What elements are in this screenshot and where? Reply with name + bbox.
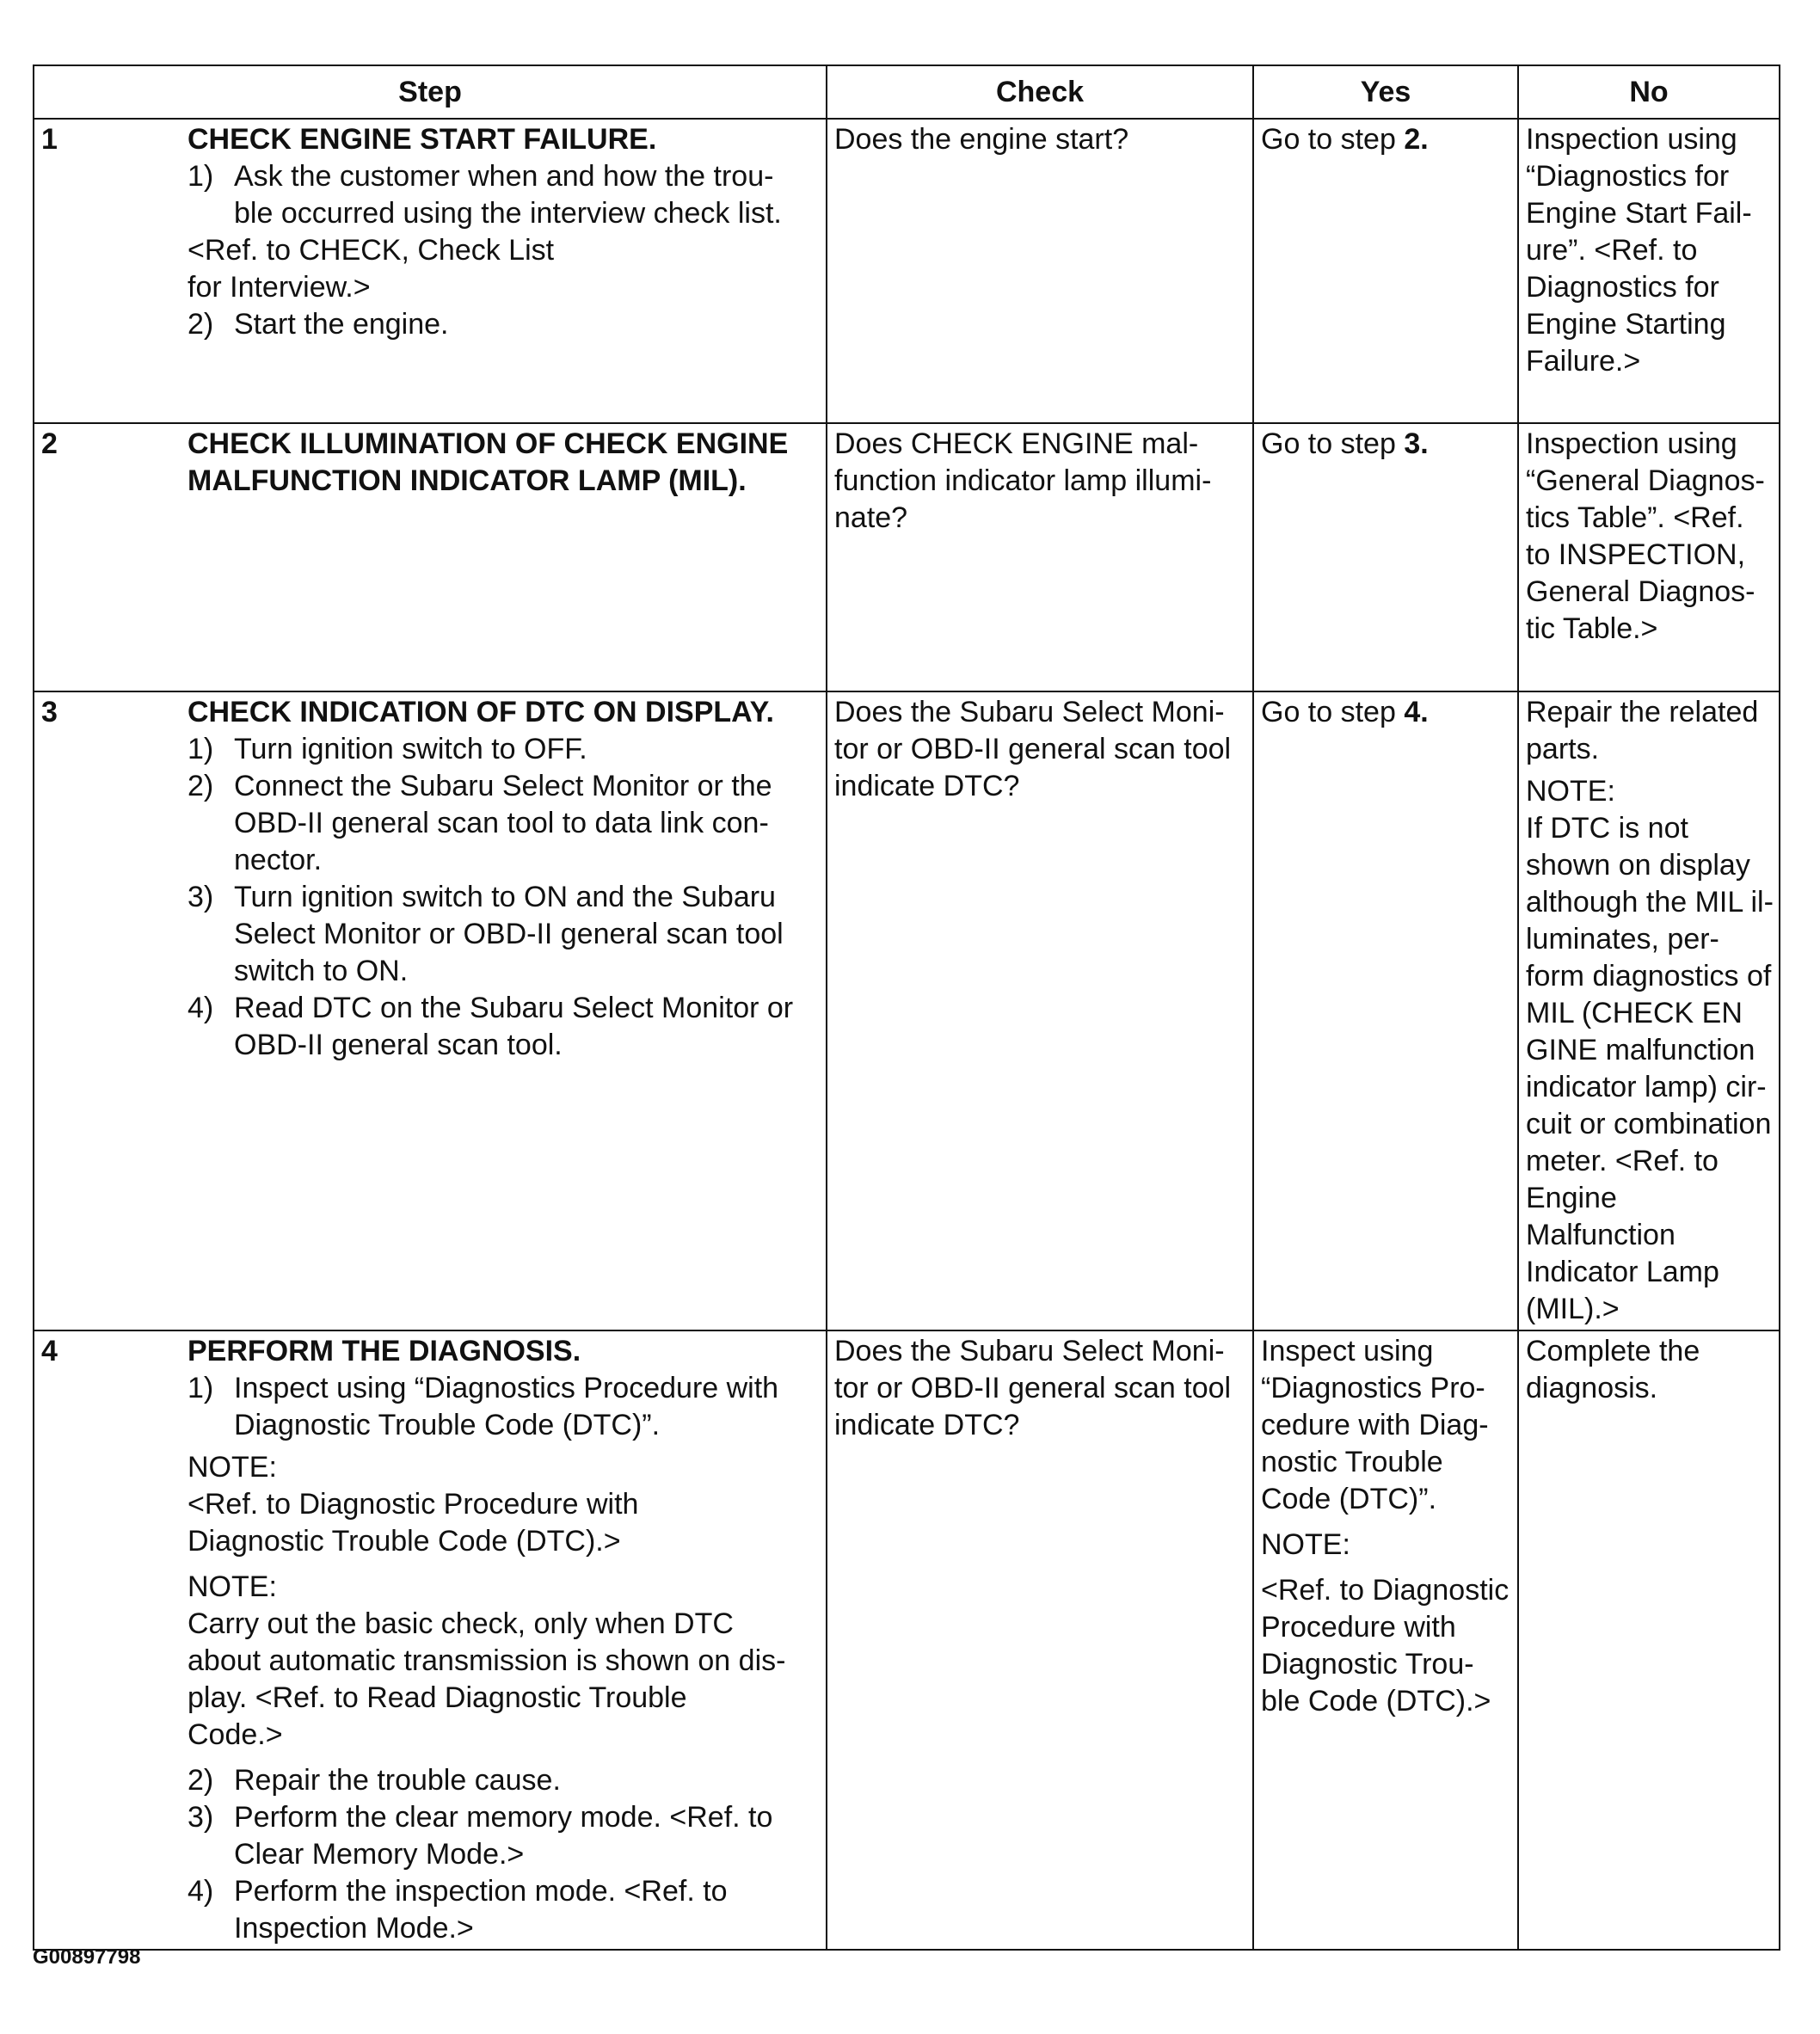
step-number: 2 xyxy=(41,427,58,460)
no-text-line: tic Table.> xyxy=(1526,612,1658,645)
check-text-line: Does the Subaru Select Moni- xyxy=(834,696,1225,728)
note-text-line: Procedure with xyxy=(1261,1611,1456,1644)
yes-text: Go to step xyxy=(1261,123,1405,156)
yes-step-ref: 2. xyxy=(1404,123,1429,156)
substep-text: Inspection Mode.> xyxy=(234,1912,474,1945)
table-row xyxy=(34,119,1780,423)
check-cell-4 xyxy=(827,1330,1253,1950)
step-number: 4 xyxy=(41,1335,58,1367)
no-text-line: Diagnostics for xyxy=(1526,271,1719,304)
substep-4 xyxy=(188,990,821,1064)
step-title: CHECK ILLUMINATION OF CHECK ENGINE xyxy=(188,427,789,460)
note-text-line: meter. <Ref. to xyxy=(1526,1145,1719,1177)
substep-text: Inspect using “Diagnostics Procedure with xyxy=(234,1372,779,1404)
check-cell-1: Does the engine start? xyxy=(827,119,1253,423)
no-text-line: Engine Starting xyxy=(1526,308,1726,341)
check-text-line: indicate DTC? xyxy=(834,770,1020,802)
yes-cell-4 xyxy=(1253,1330,1518,1950)
substep-2 xyxy=(188,1762,821,1799)
note-text-line: Carry out the basic check, only when DTC xyxy=(188,1607,734,1640)
substep-number: 4) xyxy=(188,992,214,1024)
yes-text-line: nostic Trouble xyxy=(1261,1446,1443,1478)
note-text-line: indicator lamp) cir- xyxy=(1526,1071,1767,1103)
note-label: NOTE: xyxy=(1526,775,1615,808)
substep-text: Clear Memory Mode.> xyxy=(234,1838,525,1871)
yes-text: Go to step xyxy=(1261,696,1405,728)
substep-1 xyxy=(188,158,821,232)
check-text-line: nate? xyxy=(834,501,908,534)
substep-number: 2) xyxy=(188,770,214,802)
note-text-line: ble Code (DTC).> xyxy=(1261,1685,1491,1718)
no-text-line: Engine Start Fail- xyxy=(1526,197,1752,230)
no-text-line: Inspection using xyxy=(1526,427,1737,460)
note-text-line: form diagnostics of xyxy=(1526,960,1772,992)
table-row xyxy=(34,423,1780,691)
no-text-line: “Diagnostics for xyxy=(1526,160,1730,193)
note-text-line: If DTC is not xyxy=(1526,812,1688,845)
check-text-line: tor or OBD-II general scan tool xyxy=(834,733,1232,765)
substep-text: switch to ON. xyxy=(234,955,409,987)
substep-text: Start the engine. xyxy=(234,308,449,341)
substep-text: Perform the clear memory mode. <Ref. to xyxy=(234,1801,773,1834)
check-text-line: tor or OBD-II general scan tool xyxy=(834,1372,1232,1404)
no-text-line: Inspection using xyxy=(1526,123,1737,156)
note-text-line: GINE malfunction xyxy=(1526,1034,1755,1066)
substep-text: Ask the customer when and how the trou- xyxy=(234,160,774,193)
table-row xyxy=(34,691,1780,1330)
step-title: MALFUNCTION INDICATOR LAMP (MIL). xyxy=(188,464,747,497)
note-text-line: (MIL).> xyxy=(1526,1293,1620,1325)
yes-cell-3 xyxy=(1253,691,1518,1330)
substep-text: OBD-II general scan tool. xyxy=(234,1029,563,1061)
check-text-line: indicate DTC? xyxy=(834,1409,1020,1441)
figure-id: G00897798 xyxy=(33,1945,141,1969)
yes-cell-2 xyxy=(1253,423,1518,691)
check-text-line: Does the Subaru Select Moni- xyxy=(834,1335,1225,1367)
check-cell-3 xyxy=(827,691,1253,1330)
substep-number: 2) xyxy=(188,308,214,341)
substep-text: Select Monitor or OBD-II general scan tool xyxy=(234,918,784,950)
note-text-line: luminates, per- xyxy=(1526,923,1719,956)
substep-number: 4) xyxy=(188,1875,214,1908)
substep-2 xyxy=(188,306,821,343)
no-text-line: ure”. <Ref. to xyxy=(1526,234,1698,267)
no-text-line: “General Diagnos- xyxy=(1526,464,1765,497)
substep-4 xyxy=(188,1873,821,1947)
step-number: 1 xyxy=(41,123,58,156)
no-cell-4 xyxy=(1518,1330,1780,1950)
no-cell-1 xyxy=(1518,119,1780,423)
no-cell-3 xyxy=(1518,691,1780,1330)
no-text-line: to INSPECTION, xyxy=(1526,538,1746,571)
no-text-line: Failure.> xyxy=(1526,345,1641,378)
step-cell-4 xyxy=(34,1330,827,1950)
substep-number: 3) xyxy=(188,1801,214,1834)
note-text-line: Indicator Lamp xyxy=(1526,1256,1719,1288)
note-text-line: Diagnostic Trou- xyxy=(1261,1648,1474,1681)
note-text-line: MIL (CHECK EN xyxy=(1526,997,1743,1029)
note-label: NOTE: xyxy=(188,1451,277,1484)
header-check: Check xyxy=(827,65,1253,119)
substep-text: OBD-II general scan tool to data link con- xyxy=(234,807,769,839)
header-step: Step xyxy=(34,65,827,119)
note-text-line: <Ref. to Diagnostic Procedure with xyxy=(188,1488,639,1521)
check-cell-2 xyxy=(827,423,1253,691)
no-text-line: tics Table”. <Ref. xyxy=(1526,501,1744,534)
no-text-line: General Diagnos- xyxy=(1526,575,1755,608)
note-text-line: <Ref. to Diagnostic xyxy=(1261,1574,1509,1607)
no-text-line: diagnosis. xyxy=(1526,1372,1658,1404)
substep-number: 2) xyxy=(188,1764,214,1797)
substep-text: Diagnostic Trouble Code (DTC)”. xyxy=(234,1409,661,1441)
yes-step-ref: 4. xyxy=(1404,696,1429,728)
yes-text: Go to step xyxy=(1261,427,1405,460)
step-title: CHECK INDICATION OF DTC ON DISPLAY. xyxy=(188,696,774,728)
note-text-line: cuit or combination xyxy=(1526,1108,1772,1140)
note-text-line: Code.> xyxy=(188,1718,283,1751)
yes-text-line: cedure with Diag- xyxy=(1261,1409,1489,1441)
check-text-line: function indicator lamp illumi- xyxy=(834,464,1212,497)
note-text-line: although the MIL il- xyxy=(1526,886,1774,919)
diagnostic-procedure-sheet xyxy=(33,65,1779,1951)
note-text-line: shown on display xyxy=(1526,849,1750,882)
substep-3 xyxy=(188,1799,821,1873)
no-cell-2 xyxy=(1518,423,1780,691)
substep-1 xyxy=(188,1370,821,1444)
note-text-line: about automatic transmission is shown on dis- xyxy=(188,1644,786,1677)
step-number: 3 xyxy=(41,696,58,728)
step-cell-2 xyxy=(34,423,827,691)
diagnostic-table xyxy=(33,65,1780,1951)
no-text-line: parts. xyxy=(1526,733,1600,765)
step-title: PERFORM THE DIAGNOSIS. xyxy=(188,1335,581,1367)
yes-text-line: Code (DTC)”. xyxy=(1261,1483,1437,1515)
substep-number: 1) xyxy=(188,1372,214,1404)
substep-text: nector. xyxy=(234,844,323,876)
substep-3 xyxy=(188,879,821,990)
note-text-line: Engine Malfunction xyxy=(1526,1182,1676,1251)
yes-text-line: “Diagnostics Pro- xyxy=(1261,1372,1485,1404)
yes-cell-1 xyxy=(1253,119,1518,423)
substep-text: Turn ignition switch to ON and the Subaru xyxy=(234,881,776,913)
step-cell-1 xyxy=(34,119,827,423)
no-text-line: Complete the xyxy=(1526,1335,1700,1367)
substep-text: Perform the inspection mode. <Ref. to xyxy=(234,1875,728,1908)
header-no: No xyxy=(1518,65,1780,119)
header-yes: Yes xyxy=(1253,65,1518,119)
note-text-line: Diagnostic Trouble Code (DTC).> xyxy=(188,1525,621,1558)
yes-step-ref: 3. xyxy=(1404,427,1429,460)
table-row xyxy=(34,1330,1780,1950)
step-title: CHECK ENGINE START FAILURE. xyxy=(188,123,657,156)
reference-text: <Ref. to CHECK, Check List xyxy=(188,234,555,267)
no-text-line: Repair the related xyxy=(1526,696,1759,728)
note-label: NOTE: xyxy=(1261,1528,1350,1561)
note-text-line: play. <Ref. to Read Diagnostic Trouble xyxy=(188,1681,687,1714)
substep-text: ble occurred using the interview check list. xyxy=(234,197,782,230)
substep-text: Read DTC on the Subaru Select Monitor or xyxy=(234,992,794,1024)
substep-1 xyxy=(188,731,821,768)
substep-number: 1) xyxy=(188,733,214,765)
substep-number: 1) xyxy=(188,160,214,193)
step-cell-3 xyxy=(34,691,827,1330)
yes-text-line: Inspect using xyxy=(1261,1335,1434,1367)
table-header-row xyxy=(34,65,1780,119)
substep-number: 3) xyxy=(188,881,214,913)
substep-text: Connect the Subaru Select Monitor or the xyxy=(234,770,772,802)
note-label: NOTE: xyxy=(188,1570,277,1603)
substep-text: Turn ignition switch to OFF. xyxy=(234,733,587,765)
check-text-line: Does CHECK ENGINE mal- xyxy=(834,427,1199,460)
substep-text: Repair the trouble cause. xyxy=(234,1764,561,1797)
reference-text: for Interview.> xyxy=(188,271,371,304)
substep-2 xyxy=(188,768,821,879)
